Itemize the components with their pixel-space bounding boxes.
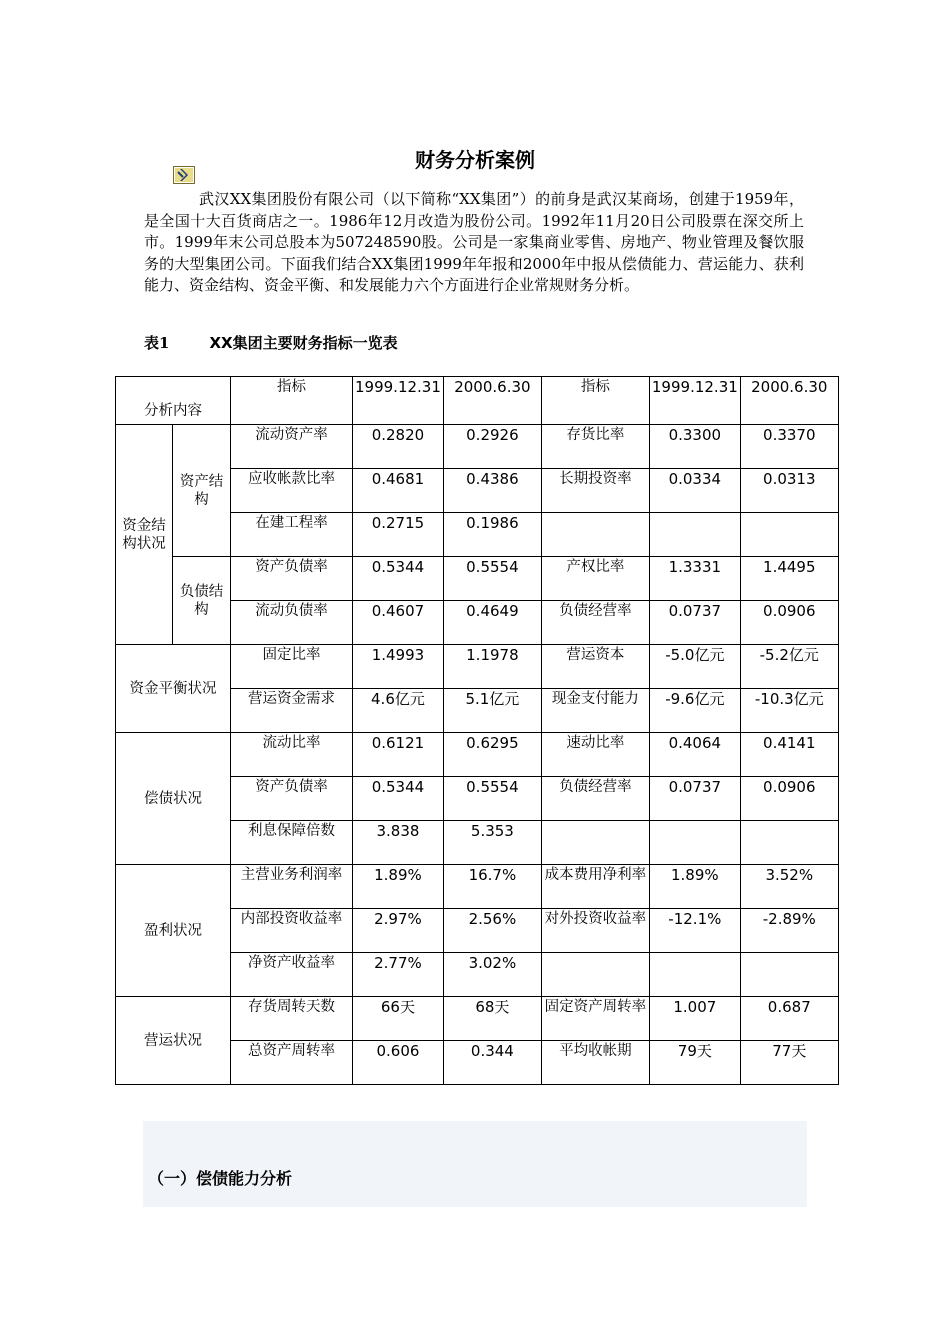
group-profitability: 盈利状况	[116, 865, 231, 997]
header-1999: 1999.12.31	[353, 377, 444, 425]
value-cell: 0.0334	[649, 469, 740, 513]
indicator-cell: 净资产收益率	[231, 953, 353, 997]
financial-indicators-table	[115, 376, 839, 1085]
value-cell	[649, 953, 740, 997]
value-cell: 1.4495	[740, 557, 838, 601]
value-cell	[649, 821, 740, 865]
indicator-cell: 长期投资率	[541, 469, 649, 513]
indicator-cell: 流动负债率	[231, 601, 353, 645]
indicator-cell: 负债经营率	[541, 777, 649, 821]
value-cell: 0.0737	[649, 777, 740, 821]
indicator-cell: 平均收帐期	[541, 1041, 649, 1085]
value-cell: 0.2715	[353, 513, 444, 557]
header-indicator: 指标	[231, 377, 353, 425]
value-cell: 0.6295	[443, 733, 541, 777]
indicator-cell	[541, 821, 649, 865]
value-cell: 5.353	[443, 821, 541, 865]
table-row	[116, 425, 839, 469]
value-cell: 0.5344	[353, 557, 444, 601]
indicator-cell: 应收帐款比率	[231, 469, 353, 513]
value-cell: 0.0906	[740, 601, 838, 645]
value-cell: 0.344	[443, 1041, 541, 1085]
value-cell	[740, 821, 838, 865]
indicator-cell	[541, 953, 649, 997]
group-liability-structure: 负债结构	[173, 557, 231, 645]
value-cell: 0.1986	[443, 513, 541, 557]
value-cell: 3.02%	[443, 953, 541, 997]
value-cell: 0.606	[353, 1041, 444, 1085]
value-cell: -9.6亿元	[649, 689, 740, 733]
indicator-cell: 流动资产率	[231, 425, 353, 469]
indicator-cell: 对外投资收益率	[541, 909, 649, 953]
value-cell: 0.4141	[740, 733, 838, 777]
header-indicator-2: 指标	[541, 377, 649, 425]
table-header-row	[116, 377, 839, 425]
value-cell: 0.5554	[443, 777, 541, 821]
section-heading: （一）偿债能力分析	[148, 1169, 293, 1188]
value-cell: 77天	[740, 1041, 838, 1085]
value-cell: 0.687	[740, 997, 838, 1041]
value-cell: 0.4064	[649, 733, 740, 777]
value-cell: 0.0313	[740, 469, 838, 513]
table-row	[116, 865, 839, 909]
indicator-cell: 现金支付能力	[541, 689, 649, 733]
indicator-cell: 主营业务利润率	[231, 865, 353, 909]
indicator-cell: 营运资本	[541, 645, 649, 689]
page-title: 财务分析案例	[415, 148, 535, 172]
indicator-cell: 流动比率	[231, 733, 353, 777]
value-cell: 0.2820	[353, 425, 444, 469]
value-cell: 2.56%	[443, 909, 541, 953]
indicator-cell: 总资产周转率	[231, 1041, 353, 1085]
value-cell: 4.6亿元	[353, 689, 444, 733]
value-cell: 1.007	[649, 997, 740, 1041]
value-cell: 3.52%	[740, 865, 838, 909]
group-capital-structure: 资金结构状况	[116, 425, 173, 645]
value-cell: -5.2亿元	[740, 645, 838, 689]
indicator-cell	[541, 513, 649, 557]
value-cell: 1.4993	[353, 645, 444, 689]
value-cell: -2.89%	[740, 909, 838, 953]
indicator-cell: 产权比率	[541, 557, 649, 601]
indicator-cell: 资产负债率	[231, 777, 353, 821]
indicator-cell: 速动比率	[541, 733, 649, 777]
header-analysis: 分析内容	[116, 377, 231, 425]
value-cell: 2.77%	[353, 953, 444, 997]
indicator-cell: 利息保障倍数	[231, 821, 353, 865]
table-row	[116, 557, 839, 601]
indicator-cell: 负债经营率	[541, 601, 649, 645]
section-heading-background	[143, 1121, 807, 1207]
value-cell: 0.4607	[353, 601, 444, 645]
value-cell: 0.6121	[353, 733, 444, 777]
value-cell: 1.3331	[649, 557, 740, 601]
value-cell: 1.89%	[649, 865, 740, 909]
group-operation: 营运状况	[116, 997, 231, 1085]
value-cell: 16.7%	[443, 865, 541, 909]
indicator-cell: 营运资金需求	[231, 689, 353, 733]
indicator-cell: 内部投资收益率	[231, 909, 353, 953]
value-cell	[740, 513, 838, 557]
group-solvency: 偿债状况	[116, 733, 231, 865]
value-cell: 66天	[353, 997, 444, 1041]
value-cell: 0.4649	[443, 601, 541, 645]
table-caption-number: 表1	[144, 334, 170, 352]
value-cell: 0.5344	[353, 777, 444, 821]
indicator-cell: 在建工程率	[231, 513, 353, 557]
table-row	[116, 997, 839, 1041]
indicator-cell: 固定比率	[231, 645, 353, 689]
value-cell: 3.838	[353, 821, 444, 865]
value-cell: 0.5554	[443, 557, 541, 601]
value-cell: 79天	[649, 1041, 740, 1085]
value-cell: 1.89%	[353, 865, 444, 909]
value-cell: 5.1亿元	[443, 689, 541, 733]
indicator-cell: 存货比率	[541, 425, 649, 469]
indicator-cell: 成本费用净利率	[541, 865, 649, 909]
value-cell: 0.3300	[649, 425, 740, 469]
value-cell: -10.3亿元	[740, 689, 838, 733]
table-caption-title: XX集团主要财务指标一览表	[209, 334, 398, 352]
value-cell: 0.4681	[353, 469, 444, 513]
table-row	[116, 733, 839, 777]
indicator-cell: 资产负债率	[231, 557, 353, 601]
value-cell	[649, 513, 740, 557]
header-2000: 2000.6.30	[443, 377, 541, 425]
value-cell	[740, 953, 838, 997]
value-cell: 0.2926	[443, 425, 541, 469]
value-cell: 68天	[443, 997, 541, 1041]
group-capital-balance: 资金平衡状况	[116, 645, 231, 733]
header-1999-2: 1999.12.31	[649, 377, 740, 425]
table-row	[116, 645, 839, 689]
table-caption	[144, 332, 398, 353]
value-cell: 1.1978	[443, 645, 541, 689]
intro-paragraph: 武汉XX集团股份有限公司（以下简称“XX集团”）的前身是武汉某商场，创建于1959年，是全国十大百货商店之一。1986年12月改造为股份公司。1992年11月20日公司股票在深交所上市。1999年末公司总股本为507248590股。公司是一家集商业零售、房地产、物业管理及餐饮服务的大型集团公司。下面我们结合XX集团1999年年报和2000年中报从偿债能力、营运能力、获利能力、资金结构、资金平衡、和发展能力六个方面进行企业常规财务分析。	[144, 190, 804, 294]
document-arrow-icon	[173, 166, 195, 184]
indicator-cell: 固定资产周转率	[541, 997, 649, 1041]
value-cell: -12.1%	[649, 909, 740, 953]
group-asset-structure: 资产结构	[173, 425, 231, 557]
value-cell: 0.0737	[649, 601, 740, 645]
value-cell: 2.97%	[353, 909, 444, 953]
value-cell: -5.0亿元	[649, 645, 740, 689]
value-cell: 0.3370	[740, 425, 838, 469]
header-2000-2: 2000.6.30	[740, 377, 838, 425]
indicator-cell: 存货周转天数	[231, 997, 353, 1041]
value-cell: 0.0906	[740, 777, 838, 821]
value-cell: 0.4386	[443, 469, 541, 513]
